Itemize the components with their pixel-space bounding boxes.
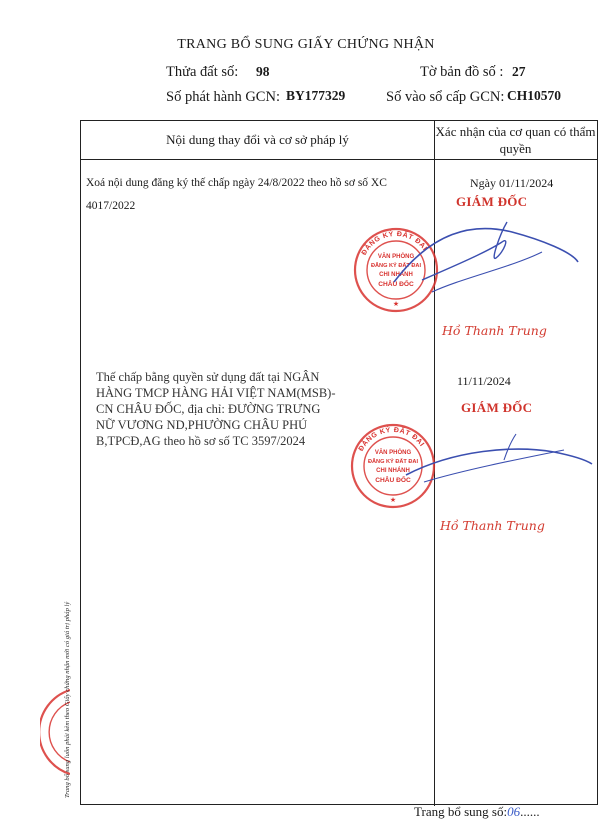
entry-1-stamp-line3: CHI NHÁNH: [379, 272, 413, 278]
entry-2-date: 11/11/2024: [457, 374, 511, 388]
entry-2-stamp-line3: CHI NHÁNH: [376, 468, 410, 474]
footer-dots: ......: [520, 804, 540, 819]
side-note: Trang bổ sung luôn phải kèm theo Giấy chứng nhận mới có giá trị pháp lý: [64, 601, 71, 798]
entry-1-date: Ngày 01/11/2024: [470, 176, 554, 190]
svg-text:★: ★: [392, 300, 400, 308]
entry-1-signer: Hồ Thanh Trung: [442, 323, 547, 338]
entry-2-stamp-ring: ĐĂNG KÝ ĐẤT ĐAI: [357, 426, 426, 453]
map-sheet-value: 27: [512, 64, 526, 79]
entry-1-stamp-ring: ĐĂNG KÝ ĐẤT ĐAI: [360, 230, 429, 257]
page-title: TRANG BỔ SUNG GIẤY CHỨNG NHẬN: [177, 37, 435, 52]
entry-1-stamp-line1: VĂN PHÒNG: [377, 254, 415, 260]
issue-no-value: BY177329: [286, 88, 346, 103]
entry-1-signature: [392, 212, 582, 312]
map-sheet-label: Tờ bản đồ số :: [420, 64, 504, 80]
column-header-confirmation: Xác nhận của cơ quan có thẩm quyền: [435, 124, 596, 156]
entry-2-role: GIÁM ĐỐC: [461, 400, 533, 415]
column-header-content: Nội dung thay đổi và cơ sở pháp lý: [166, 132, 349, 147]
footer-label: Trang bổ sung số:: [414, 804, 508, 819]
entry-2-content: Thế chấp bằng quyền sử dụng đất tại NGÂN HÀNG TMCP HÀNG HẢI VIỆT NAM(MSB)-CN CHÂU ĐỐC, địa chỉ: ĐƯỜNG TRƯNG NỮ VƯƠNG ND,PHƯỜNG CHÂU PHÚ B,TPCĐ,AG theo hồ sơ số TC 3597/2024: [96, 370, 336, 448]
entry-1-stamp-line2: ĐĂNG KÝ ĐẤT ĐAI: [370, 263, 422, 269]
entry-2-stamp-line4: CHÂU ĐỐC: [375, 477, 411, 484]
parcel-value: 98: [256, 64, 270, 79]
footer: [414, 804, 540, 820]
register-no-value: CH10570: [507, 88, 561, 103]
header-divider: [81, 159, 597, 160]
entry-2-stamp-line1: VĂN PHÒNG: [374, 450, 412, 456]
svg-text:★: ★: [389, 496, 397, 504]
register-no-label: Số vào sổ cấp GCN:: [386, 89, 505, 105]
entry-1-content: Xoá nội dung đăng ký thế chấp ngày 24/8/2022 theo hồ sơ số XC 4017/2022: [86, 177, 387, 212]
entry-2-stamp-line2: ĐĂNG KÝ ĐẤT ĐAI: [367, 459, 419, 465]
entry-2-signer: Hồ Thanh Trung: [440, 518, 545, 533]
parcel-label: Thửa đất số:: [166, 64, 239, 80]
entry-1-stamp-line4: CHÂU ĐỐC: [378, 281, 414, 288]
footer-page-number: 06: [507, 804, 521, 819]
entry-1-role: GIÁM ĐỐC: [456, 194, 528, 209]
entry-2-signature: [404, 430, 594, 500]
issue-no-label: Số phát hành GCN:: [166, 89, 280, 105]
